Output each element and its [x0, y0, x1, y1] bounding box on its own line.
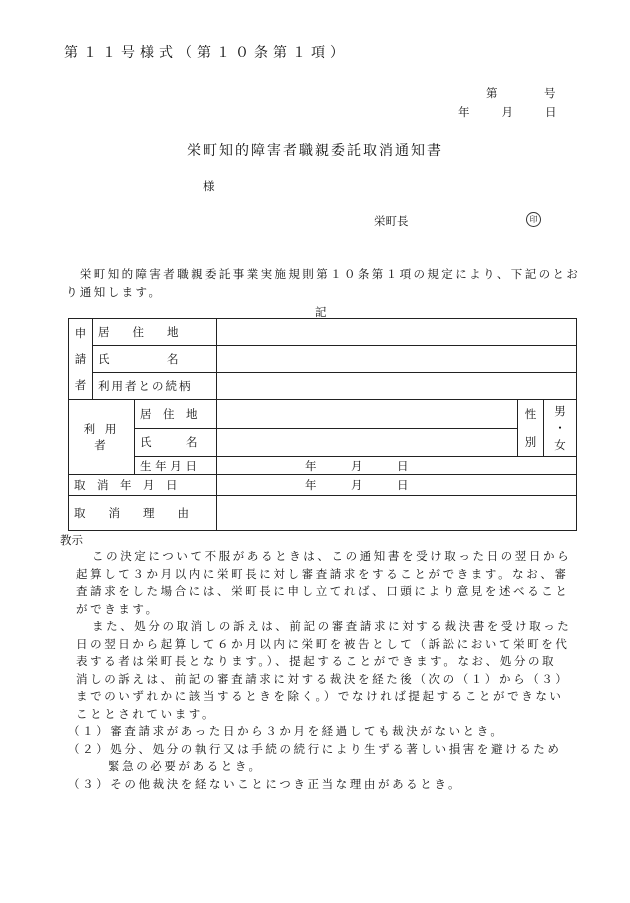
applicant-address-field[interactable] [217, 319, 577, 346]
relationship-label: 利用者との続柄 [93, 373, 217, 400]
table-row [69, 400, 577, 429]
instruction-line: 消しの訴えは、前記の審査請求に対する裁決を経た後（次の（１）から（３） [76, 671, 570, 686]
cancel-reason-field[interactable] [217, 496, 577, 531]
ki-label: 記 [315, 305, 327, 319]
instruction-line: 日の翌日から起算して６か月以内に栄町を被告として（訴訟において栄町を代 [76, 636, 570, 651]
instruction-line: ができます。 [76, 601, 160, 616]
table-row [69, 457, 577, 475]
user-address-label: 居 住 地 [135, 400, 217, 429]
form-number: 第１１号様式（第１０条第１項） [64, 45, 349, 61]
sex-label: 性 別 [518, 400, 544, 457]
table-row [69, 373, 577, 400]
instruction-text [68, 548, 586, 793]
instruction-item: （３）その他裁決を経ないことにつき正当な理由があるとき。 [68, 776, 463, 791]
table-row [69, 319, 577, 346]
instruction-line: 査請求をした場合には、栄町長に申し立てれば、口頭により意見を述べること [76, 584, 570, 598]
sex-options[interactable]: 男 ・ 女 [544, 400, 577, 457]
document-title: 栄町知的障害者職親委託取消通知書 [187, 143, 443, 159]
body-line: り通知します。 [66, 284, 163, 299]
addressee-suffix: 様 [203, 179, 215, 193]
user-name-label: 氏 名 [135, 428, 217, 457]
document-number-label: 第 号 [486, 86, 559, 100]
notice-table [68, 318, 577, 531]
table-row [69, 496, 577, 531]
birth-date-label: 生 年 月 日 [135, 457, 217, 475]
cancel-date-field[interactable]: 年 月 日 [217, 475, 577, 496]
cancel-date-label: 取 消 年 月 日 [69, 475, 217, 496]
user-name-field[interactable] [217, 428, 518, 457]
birth-date-field[interactable]: 年 月 日 [217, 457, 577, 475]
user-address-field[interactable] [217, 400, 518, 429]
instruction-item: （２）処分、処分の執行又は手続の続行により生ずる著しい損害を避けるため [68, 741, 562, 756]
body-line: 栄町知的障害者職親委託事業実施規則第１０条第１項の規定により、下記のとお [66, 267, 581, 281]
applicant-address-label: 居 住 地 [93, 319, 217, 346]
instruction-line: また、処分の取消しの訴えは、前記の審査請求に対する裁決書を受け取った [92, 619, 572, 633]
instruction-item-continuation: 緊急の必要があるとき。 [108, 759, 263, 773]
seal-mark: 印 [526, 212, 541, 227]
applicant-name-label: 氏 名 [93, 346, 217, 373]
body-text [66, 266, 580, 301]
relationship-field[interactable] [217, 373, 577, 400]
applicant-name-field[interactable] [217, 346, 577, 373]
user-label: 利 用 者 [69, 400, 135, 475]
applicant-label: 申 請 者 [69, 319, 93, 400]
issuer-name: 栄町長 [374, 214, 409, 228]
instruction-line: 表する者は栄町長となります。）、提起することができます。なお、処分の取 [76, 654, 557, 668]
instruction-line: までのいずれかに該当するときを除く。）でなければ提起することができない [76, 689, 564, 703]
instruction-line: 起算して３か月以内に栄町長に対し審査請求をすることができます。なお、審 [76, 566, 569, 581]
instruction-line: この決定について不服があるときは、この通知書を受け取った日の翌日から [92, 549, 572, 563]
table-row [69, 346, 577, 373]
instruction-item: （１）審査請求があった日から３か月を経過しても裁決がないとき。 [68, 724, 505, 738]
table-row [69, 475, 577, 496]
instruction-line: こととされています。 [76, 706, 217, 721]
date-label: 年 月 日 [458, 105, 560, 119]
instruction-heading: 教示 [60, 533, 83, 547]
cancel-reason-label: 取 消 理 由 [69, 496, 217, 531]
table-row [69, 428, 577, 457]
